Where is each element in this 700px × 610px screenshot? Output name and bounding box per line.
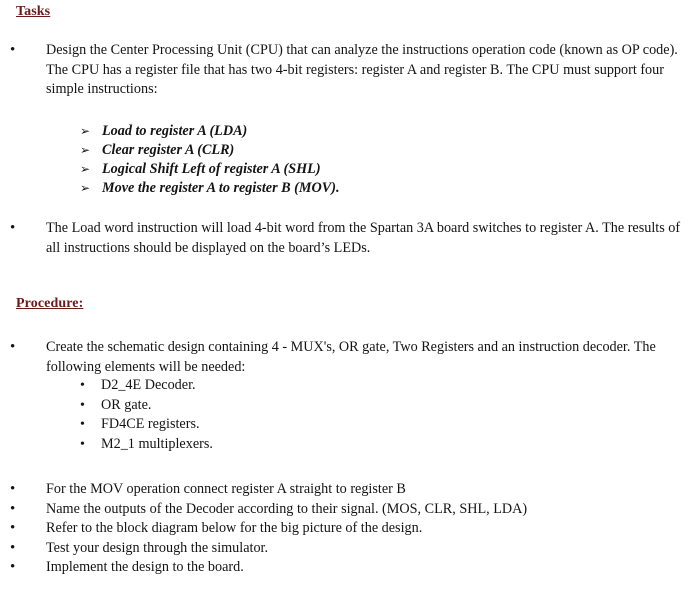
instruction-label: Move the register A to register B (MOV). <box>102 180 340 196</box>
instruction-label: Logical Shift Left of register A (SHL) <box>102 161 321 177</box>
tasks-heading: Tasks <box>16 4 51 19</box>
elements-list <box>80 376 213 454</box>
bullet-icon: • <box>10 339 16 355</box>
element-label: D2_4E Decoder. <box>101 377 196 393</box>
instruction-list <box>80 122 340 198</box>
element-item <box>80 396 213 416</box>
procedure-step <box>10 500 527 520</box>
instruction-item <box>80 122 340 141</box>
procedure-step-text: For the MOV operation connect register A straight to register B <box>46 481 406 497</box>
instruction-label: Clear register A (CLR) <box>102 142 235 158</box>
instruction-item <box>80 179 340 198</box>
bullet-icon: • <box>10 481 16 497</box>
element-item <box>80 376 213 396</box>
procedure-bullet-schematic-text: Create the schematic design containing 4 - MUX's, OR gate, Two Registers and an instruction decoder. The following elements will be needed: <box>46 339 656 375</box>
procedure-bullet-schematic <box>10 338 686 377</box>
procedure-step-text: Name the outputs of the Decoder according to their signal. (MOS, CLR, SHL, LDA) <box>46 500 528 517</box>
arrow-bullet-icon: ➢ <box>80 162 91 176</box>
procedure-step <box>10 539 527 559</box>
instruction-item <box>80 141 340 160</box>
bullet-icon: • <box>10 500 16 517</box>
instruction-item <box>80 160 340 179</box>
procedure-step-text: Implement the design to the board. <box>46 559 244 576</box>
bullet-icon: • <box>80 417 85 432</box>
procedure-step-text: Refer to the block diagram below for the big picture of the design. <box>46 520 423 537</box>
bullet-icon: • <box>10 520 16 537</box>
procedure-step <box>10 558 527 578</box>
element-item <box>80 435 213 455</box>
element-label: FD4CE registers. <box>101 416 200 432</box>
bullet-icon: • <box>80 436 85 452</box>
element-label: OR gate. <box>101 396 152 413</box>
bullet-icon: • <box>10 220 16 236</box>
tasks-bullet-load-word-text: The Load word instruction will load 4-bit word from the Spartan 3A board switches to register A. The results of all instructions should be displayed on the board’s LEDs. <box>46 220 681 256</box>
procedure-step-text: Test your design through the simulator. <box>46 539 269 556</box>
element-item <box>80 415 213 435</box>
bullet-icon: • <box>10 42 16 58</box>
procedure-step <box>10 519 527 539</box>
bullet-icon: • <box>10 539 16 556</box>
bullet-icon: • <box>10 559 16 576</box>
tasks-bullet-cpu-design <box>10 41 686 100</box>
procedure-step <box>10 480 527 500</box>
procedure-steps-list <box>10 480 527 578</box>
tasks-bullet-load-word <box>10 219 686 258</box>
instruction-label: Load to register A (LDA) <box>102 123 248 139</box>
arrow-bullet-icon: ➢ <box>80 143 91 157</box>
bullet-icon: • <box>80 397 85 413</box>
arrow-bullet-icon: ➢ <box>80 181 91 195</box>
arrow-bullet-icon: ➢ <box>80 124 91 138</box>
bullet-icon: • <box>80 378 85 393</box>
procedure-heading: Procedure: <box>16 296 84 311</box>
element-label: M2_1 multiplexers. <box>101 435 213 452</box>
tasks-bullet-cpu-design-text: Design the Center Processing Unit (CPU) that can analyze the instructions operation code (known as OP code). The CPU has a register file that has two 4-bit registers: register A and register B. The CPU must support four simple instructions: <box>46 42 678 97</box>
